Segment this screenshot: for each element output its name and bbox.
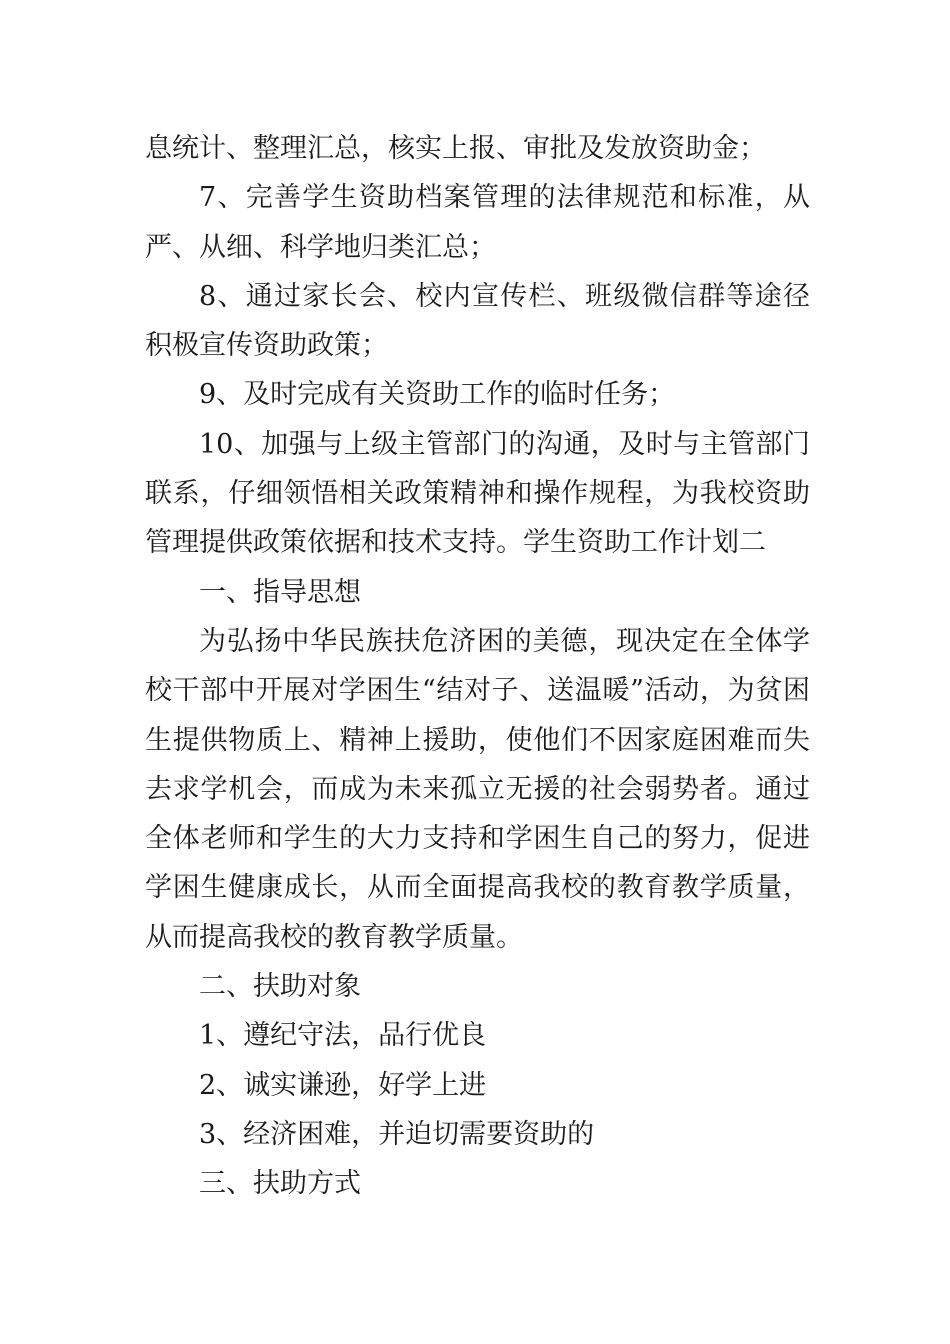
document-body — [145, 124, 810, 1209]
section-heading-guiding-ideology: 一、指导思想 — [199, 576, 361, 608]
section-heading-method: 三、扶助方式 — [199, 1168, 361, 1200]
paragraph-item-10: 10、加强与上级主管部门的沟通，及时与主管部门联系，仔细领悟相关政策精神和操作规程，为我校资助管理提供政策依据和技术支持。学生资助工作计划二 — [145, 428, 810, 559]
list-item-target-3: 3、经济困难，并迫切需要资助的 — [199, 1118, 595, 1150]
paragraph-item-8: 8、通过家长会、校内宣传栏、班级微信群等途径积极宣传资助政策； — [145, 280, 810, 362]
section-heading-target: 二、扶助对象 — [199, 971, 361, 1003]
paragraph-continuation: 息统计、整理汇总，核实上报、审批及发放资助金； — [145, 133, 766, 164]
paragraph-guiding-ideology: 为弘扬中华民族扶危济困的美德，现决定在全体学校干部中开展对学困生“结对子、送温暖”活动，为贫困生提供物质上、精神上援助，使他们不因家庭困难而失去求学机会，而成为未来孤立无援的社会弱势者。通过全体老师和学生的大力支持和学困生自己的努力，促进学困生健康成长，从而全面提高我校的教育教学质量，从而提高我校的教育教学质量。 — [145, 625, 810, 953]
paragraph-item-7: 7、完善学生资助档案管理的法律规范和标准，从严、从细、科学地归类汇总； — [145, 182, 810, 263]
list-item-target-1: 1、遵纪守法，品行优良 — [199, 1020, 487, 1052]
list-item-target-2: 2、诚实谦逊，好学上进 — [199, 1069, 487, 1101]
paragraph-item-9: 9、及时完成有关资助工作的临时任务； — [199, 379, 676, 411]
